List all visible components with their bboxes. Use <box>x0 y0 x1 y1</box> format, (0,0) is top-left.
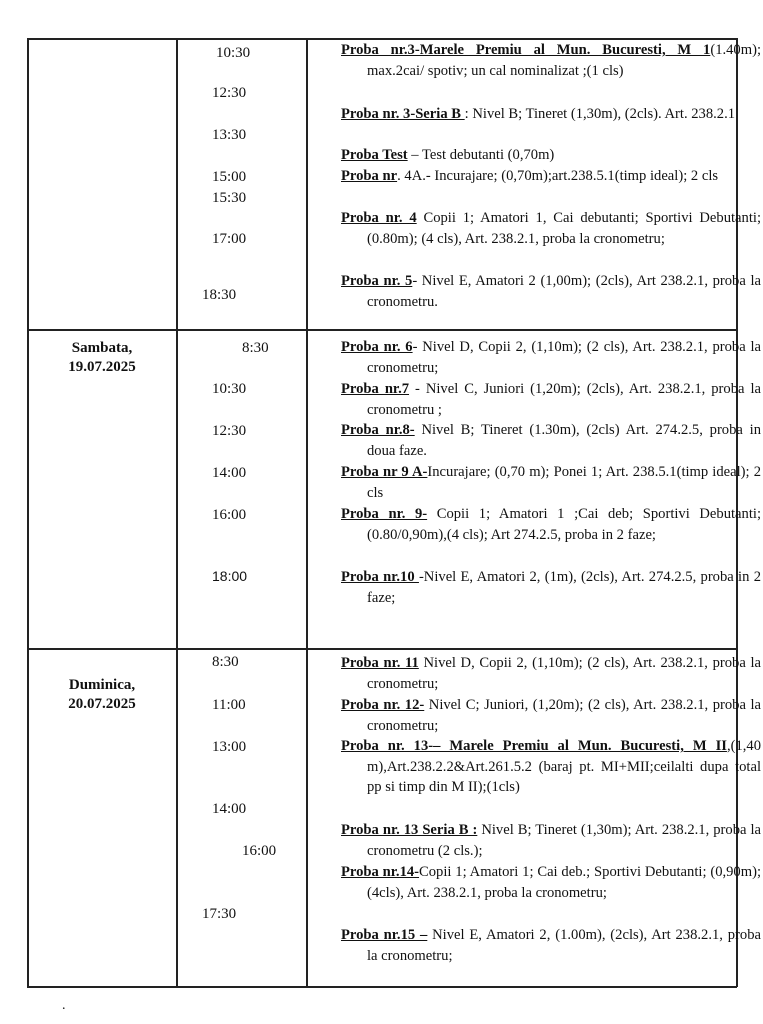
table-bottom-border <box>27 986 737 988</box>
event-entry <box>341 695 761 736</box>
time-slot: 12:30 <box>212 423 247 439</box>
event-entry <box>341 504 761 545</box>
event-details: . 4A.- Incurajare; (0,70m);art.238.5.1(timp ideal); 2 cls <box>397 168 719 184</box>
event-entry <box>341 736 761 798</box>
day-name: Duminica, <box>68 677 136 693</box>
time-slot: 13:30 <box>212 127 247 143</box>
event-label: Proba nr.3-Marele Premiu al Mun. Bucuresti, M 1 <box>341 42 711 58</box>
column-divider <box>176 38 178 987</box>
event-label: Proba nr 9 A- <box>341 464 428 480</box>
event-details: Nivel D, Copii 2, (1,10m); (2 cls), Art. 238.2.1, proba la cronometru; <box>367 655 761 692</box>
event-label: Proba nr. 6 <box>341 339 413 355</box>
event-details: Nivel B; Tineret (1.30m), (2cls) Art. 274.2.5, proba in doua faze. <box>367 422 761 459</box>
event-details: – Test debutanti (0,70m) <box>407 147 555 163</box>
event-label: Proba nr.7 <box>341 381 410 397</box>
day-name: Sambata, <box>71 340 133 356</box>
time-slot: 14:00 <box>212 465 247 481</box>
time-slot: 18:00 <box>212 568 248 584</box>
event-label: Proba nr. 13 Seria B : <box>341 822 478 838</box>
event-label: Proba nr.8- <box>341 422 415 438</box>
event-details: Nivel E, Amatori 2, (1.00m), (2cls), Art 238.2.1, proba la cronometru; <box>367 927 761 964</box>
event-label: Proba nr. 3-Seria B <box>341 106 465 122</box>
event-entry <box>341 337 761 378</box>
event-entry <box>341 145 761 166</box>
time-slot: 15:30 <box>212 190 247 206</box>
event-label: Proba nr.10 <box>341 569 419 585</box>
time-slot: 17:30 <box>202 906 237 922</box>
event-details: - Nivel C, Juniori (1,20m); (2cls), Art. 238.2.1, proba la cronometru ; <box>367 381 761 418</box>
event-details: Copii 1; Amatori 1 ;Cai deb; Sportivi Debutanti; (0.80/0,90m),(4 cls); Art 274.2.5, proba in 2 faze; <box>367 506 761 543</box>
event-entry <box>341 925 761 966</box>
footer-mark: . <box>62 998 66 1013</box>
event-label: Proba nr. 5 <box>341 273 413 289</box>
event-details: Copii 1; Amatori 1; Cai deb.; Sportivi Debutanti; (0,90m); (4cls), Art. 238.2.1, proba la cronometru; <box>367 864 761 901</box>
time-slot: 18:30 <box>202 287 237 303</box>
time-slot: 10:30 <box>216 45 251 61</box>
time-slot: 15:00 <box>212 169 247 185</box>
event-entry <box>341 40 761 81</box>
time-slot: 14:00 <box>212 801 247 817</box>
event-label: Proba nr. 11 <box>341 655 419 671</box>
event-entry <box>341 567 761 608</box>
event-details: ,(1,40 m),Art.238.2.2&Art.261.5.2 (baraj pt. MI+MII;ceilalti dupa total pp si timp din M II);(1cls) <box>367 738 761 796</box>
event-details: -Nivel E, Amatori 2, (1m), (2cls), Art. 274.2.5, proba in 2 faze; <box>367 569 761 606</box>
event-entry <box>341 166 761 187</box>
event-entry <box>341 104 761 125</box>
event-details: Nivel C; Juniori, (1,20m); (2 cls), Art. 238.2.1, proba la cronometru; <box>367 697 761 734</box>
day-label <box>28 676 176 714</box>
time-slot: 10:30 <box>212 381 247 397</box>
time-slot: 8:30 <box>212 654 239 670</box>
event-details: Nivel B; Tineret (1,30m); Art. 238.2.1, proba la cronometru (2 cls.); <box>367 822 761 859</box>
time-slot: 13:00 <box>212 739 247 755</box>
event-label: Proba nr. 4 <box>341 210 417 226</box>
time-slot: 17:00 <box>212 231 247 247</box>
event-entry <box>341 462 761 503</box>
time-slot: 16:00 <box>242 843 277 859</box>
column-divider <box>306 38 308 987</box>
event-entry <box>341 379 761 420</box>
event-entry <box>341 208 761 249</box>
time-slot: 8:30 <box>242 340 269 356</box>
event-label: Proba nr. 9- <box>341 506 428 522</box>
event-label: Proba nr. 13-– Marele Premiu al Mun. Bucuresti, M II <box>341 738 727 754</box>
event-details: - Nivel E, Amatori 2 (1,00m); (2cls), Art 238.2.1, proba la cronometru. <box>367 273 761 310</box>
time-slot: 11:00 <box>212 697 246 713</box>
table-left-border <box>27 38 29 987</box>
day-date: 20.07.2025 <box>68 696 136 712</box>
event-details: Copii 1; Amatori 1, Cai debutanti; Sportivi Debutanti; (0.80m); (4 cls), Art. 238.2.1, proba la cronometru; <box>367 210 761 247</box>
event-details: Incurajare; (0,70 m); Ponei 1; Art. 238.5.1(timp ideal); 2 cls <box>367 464 761 501</box>
event-entry <box>341 862 761 903</box>
time-slot: 16:00 <box>212 507 247 523</box>
event-entry <box>341 420 761 461</box>
time-slot: 12:30 <box>212 85 247 101</box>
event-label: Proba nr.14- <box>341 864 420 880</box>
event-entry <box>341 820 761 861</box>
event-label: Proba nr.15 – <box>341 927 428 943</box>
day-date: 19.07.2025 <box>68 359 136 375</box>
event-label: Proba nr <box>341 168 398 184</box>
event-entry <box>341 653 761 694</box>
event-details: - Nivel D, Copii 2, (1,10m); (2 cls), Art. 238.2.1, proba la cronometru; <box>367 339 761 376</box>
row-divider <box>27 648 737 650</box>
event-label: Proba Test <box>341 147 408 163</box>
event-details: : Nivel B; Tineret (1,30m), (2cls). Art. 238.2.1 <box>464 106 736 122</box>
event-entry <box>341 271 761 312</box>
event-label: Proba nr. 12- <box>341 697 425 713</box>
row-divider <box>27 329 737 331</box>
day-label <box>28 339 176 377</box>
event-details: (1.40m); max.2cai/ spotiv; un cal nominalizat ;(1 cls) <box>367 42 761 79</box>
